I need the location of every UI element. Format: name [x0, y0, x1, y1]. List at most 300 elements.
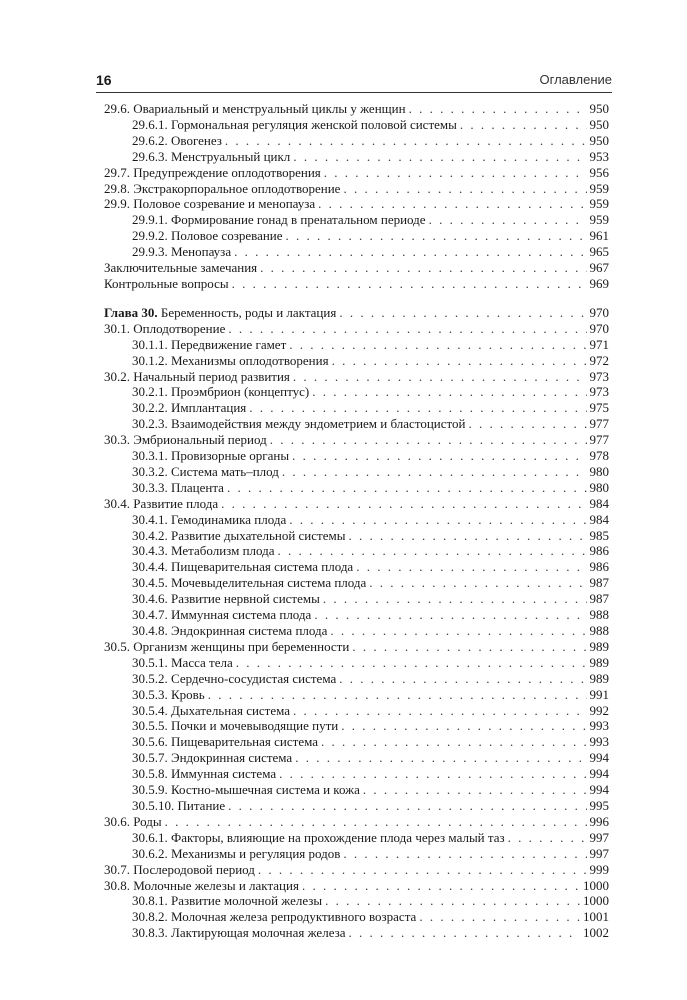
dot-leader	[332, 353, 587, 369]
toc-page-number: 959	[589, 212, 609, 228]
toc-entry-label	[132, 846, 340, 862]
toc-subsection-entry[interactable]	[104, 480, 609, 496]
toc-entry-label	[132, 575, 366, 591]
toc-entry-label	[104, 862, 255, 878]
dot-leader	[236, 655, 587, 671]
toc-entry-title: Формирование гонад в пренатальном периоде	[171, 212, 426, 228]
toc-entry-title: Проэмбрион (концептус)	[171, 384, 310, 400]
toc-entry-title: Пищеварительная система плода	[171, 559, 354, 575]
toc-subsection-entry[interactable]	[104, 512, 609, 528]
toc-subsection-entry[interactable]	[104, 782, 609, 798]
toc-page-number: 989	[589, 638, 609, 654]
dot-leader	[409, 101, 587, 117]
toc-subsection-entry[interactable]	[104, 607, 609, 623]
toc-entry-label	[104, 101, 406, 117]
toc-entry-title: Послеродовой период	[133, 861, 255, 877]
dot-leader	[293, 369, 587, 385]
toc-entry-title: Организм женщины при беременности	[133, 638, 350, 654]
toc-entry-title: Овариальный и менструальный циклы у женщин	[133, 101, 406, 116]
toc-entry-label	[104, 276, 229, 292]
toc-entry-number: 30.2.3.	[132, 416, 168, 432]
toc-entry-label	[104, 639, 349, 655]
toc-entry-title: Развитие нервной системы	[171, 591, 320, 607]
toc-page-number: 993	[589, 718, 609, 734]
dot-leader	[324, 165, 587, 181]
table-of-contents	[104, 101, 609, 941]
toc-entry-number: 30.8.2.	[132, 909, 168, 925]
toc-subsection-entry[interactable]	[104, 384, 609, 400]
toc-entry-number: Глава 30.	[104, 304, 158, 320]
toc-subsection-entry[interactable]	[104, 133, 609, 149]
toc-page-number: 1000	[583, 893, 609, 909]
toc-entry-label	[132, 400, 246, 416]
toc-entry-label	[132, 448, 289, 464]
toc-page-number: 977	[589, 416, 609, 432]
toc-subsection-entry[interactable]	[104, 750, 609, 766]
toc-page-number: 970	[589, 304, 609, 320]
toc-entry-title: Начальный период развития	[133, 368, 290, 384]
toc-page-number: 961	[589, 228, 609, 244]
toc-page-number: 978	[589, 448, 609, 464]
toc-entry-title: Развитие дыхательной системы	[171, 527, 346, 543]
toc-entry-title: Метаболизм плода	[171, 543, 275, 559]
dot-leader	[321, 734, 587, 750]
dot-leader	[258, 862, 587, 878]
toc-page-number: 953	[589, 148, 609, 164]
toc-page-number: 993	[589, 734, 609, 750]
dot-leader	[279, 766, 586, 782]
toc-page-number: 973	[589, 368, 609, 384]
toc-entry-label	[132, 734, 318, 750]
dot-leader	[228, 798, 586, 814]
toc-entry-label	[132, 543, 275, 559]
toc-subsection-entry[interactable]	[104, 149, 609, 165]
toc-section-entry[interactable]	[104, 165, 609, 181]
dot-leader	[221, 496, 586, 512]
toc-entry-label	[104, 814, 162, 830]
toc-page-number: 977	[589, 432, 609, 448]
toc-entry-number: 30.1.2.	[132, 352, 168, 368]
toc-page-number: 950	[589, 101, 609, 116]
toc-entry-title: Роды	[133, 813, 162, 829]
toc-entry-number: 30.1.	[104, 320, 130, 336]
toc-entry-number: 29.9.3.	[132, 244, 168, 260]
toc-section-entry[interactable]	[104, 196, 609, 212]
toc-entry-label	[132, 671, 336, 687]
toc-entry-number: 30.7.	[104, 861, 130, 877]
toc-entry-title: Сердечно-сосудистая система	[171, 670, 337, 686]
toc-subsection-entry[interactable]	[104, 671, 609, 687]
toc-entry-label	[132, 766, 276, 782]
toc-section-entry[interactable]	[104, 878, 609, 894]
toc-section-entry[interactable]	[104, 496, 609, 512]
toc-entry-label	[132, 117, 457, 133]
toc-page-number: 972	[589, 352, 609, 368]
toc-entry-number: 30.5.2.	[132, 670, 168, 686]
toc-entry-title: Мочевыделительная система плода	[171, 575, 367, 591]
toc-entry-label	[104, 196, 315, 212]
toc-entry-label	[132, 687, 205, 703]
toc-entry-title: Развитие плода	[133, 495, 219, 511]
dot-leader	[286, 228, 587, 244]
dot-leader	[318, 196, 586, 212]
toc-entry-title: Иммунная система плода	[171, 607, 312, 623]
toc-subsection-entry[interactable]	[104, 893, 609, 909]
toc-entry-number: 30.5.10.	[132, 797, 175, 813]
toc-page-number: 1001	[583, 909, 609, 925]
dot-leader	[369, 575, 586, 591]
toc-entry-number: 30.4.1.	[132, 511, 168, 527]
toc-entry-number: 30.5.6.	[132, 734, 168, 750]
toc-page-number: 985	[589, 527, 609, 543]
toc-entry-number: 30.5.7.	[132, 750, 168, 766]
toc-entry-label	[132, 607, 311, 623]
toc-entry-number: 30.4.2.	[132, 527, 168, 543]
toc-entry-title: Оплодотворение	[133, 320, 226, 336]
toc-page-number: 965	[589, 244, 609, 260]
toc-entry-number: 30.4.8.	[132, 623, 168, 638]
toc-entry-number: 30.3.3.	[132, 479, 168, 495]
toc-subsection-entry[interactable]	[104, 718, 609, 734]
toc-entry-label	[104, 369, 290, 385]
toc-entry-label	[132, 591, 320, 607]
toc-entry-title: Механизмы оплодотворения	[171, 352, 329, 368]
toc-page-number: 999	[589, 861, 609, 877]
dot-leader	[260, 260, 586, 276]
toc-subsection-entry[interactable]	[104, 528, 609, 544]
dot-leader	[302, 878, 580, 894]
toc-entry-label	[132, 718, 338, 734]
toc-subsection-entry[interactable]	[104, 464, 609, 480]
toc-page-number: 988	[589, 607, 609, 623]
toc-entry-number: 29.8.	[104, 180, 130, 196]
toc-entry-number: 30.3.2.	[132, 463, 168, 479]
toc-entry-number: 30.2.	[104, 368, 130, 384]
toc-page-number: 986	[589, 543, 609, 559]
toc-entry-number: 30.8.	[104, 877, 130, 893]
toc-page-number: 992	[589, 702, 609, 718]
toc-entry-title: Развитие молочной железы	[171, 893, 323, 909]
toc-subsection-entry[interactable]	[104, 925, 609, 941]
dot-leader	[293, 149, 586, 165]
toc-entry-label	[132, 830, 505, 846]
page-header	[96, 70, 612, 93]
toc-entry-label	[132, 228, 283, 244]
toc-section-entry[interactable]	[104, 321, 609, 337]
toc-entry-label	[132, 909, 416, 925]
toc-entry-label	[104, 321, 225, 337]
dot-leader	[289, 337, 586, 353]
toc-section-entry[interactable]	[104, 862, 609, 878]
toc-page-number: 997	[589, 845, 609, 861]
toc-page-number: 987	[589, 575, 609, 591]
toc-entry-title: Провизорные органы	[171, 448, 290, 464]
toc-subsection-entry[interactable]	[104, 117, 609, 133]
dot-leader	[295, 750, 586, 766]
toc-entry-title: Костно-мышечная система и кожа	[171, 782, 360, 798]
dot-leader	[339, 305, 586, 321]
toc-page-number: 994	[589, 750, 609, 766]
dot-leader	[356, 559, 586, 575]
toc-entry-label	[132, 244, 231, 260]
toc-page-number: 997	[589, 829, 609, 845]
toc-entry-title: Факторы, влияющие на прохождение плода через малый таз	[171, 829, 505, 845]
toc-entry-number: 30.3.1.	[132, 448, 168, 464]
toc-entry-title: Питание	[177, 797, 226, 813]
toc-entry-label	[132, 212, 426, 228]
toc-page-number: 980	[589, 479, 609, 495]
toc-page-number: 988	[589, 623, 609, 638]
toc-entry-label	[132, 528, 345, 544]
dot-leader	[419, 909, 580, 925]
dot-leader	[314, 607, 586, 623]
toc-subsection-entry[interactable]	[104, 575, 609, 591]
toc-section-entry[interactable]	[104, 814, 609, 830]
toc-subsection-entry[interactable]	[104, 353, 609, 369]
toc-entry-label	[132, 480, 224, 496]
toc-entry-title: Молочная железа репродуктивного возраста	[171, 909, 417, 925]
toc-entry-number: 29.9.2.	[132, 228, 168, 244]
toc-entry-number: 30.2.1.	[132, 384, 168, 400]
dot-leader	[348, 528, 586, 544]
toc-section-entry[interactable]	[104, 432, 609, 448]
toc-page-number: 984	[589, 495, 609, 511]
toc-entry-label	[132, 655, 233, 671]
toc-page-number: 975	[589, 400, 609, 416]
toc-entry-number: 30.5.8.	[132, 766, 168, 782]
toc-entry-number: 30.4.7.	[132, 607, 168, 623]
dot-leader	[349, 925, 580, 941]
toc-subsection-entry[interactable]	[104, 337, 609, 353]
toc-entry-title: Кровь	[171, 686, 205, 702]
dot-leader	[508, 830, 587, 846]
toc-page-number: 984	[589, 511, 609, 527]
toc-entry-label	[104, 260, 257, 276]
toc-entry-title: Дыхательная система	[171, 702, 291, 718]
toc-subsection-entry[interactable]	[104, 448, 609, 464]
toc-entry-title: Половое созревание и менопауза	[133, 196, 316, 212]
toc-entry-title: Передвижение гамет	[171, 336, 287, 352]
toc-page-number: 989	[589, 670, 609, 686]
toc-section-entry[interactable]	[104, 276, 609, 292]
toc-entry-title: Менопауза	[171, 244, 232, 260]
toc-subsection-entry[interactable]	[104, 416, 609, 432]
toc-page-number: 969	[589, 275, 609, 291]
toc-entry-title: Плацента	[171, 479, 224, 495]
toc-entry-label	[104, 878, 299, 894]
toc-entry-title: Эндокринная система	[171, 750, 293, 766]
toc-entry-label	[132, 464, 279, 480]
toc-page-number: 971	[589, 336, 609, 352]
toc-entry-number: 30.6.1.	[132, 829, 168, 845]
toc-entry-label	[132, 416, 465, 432]
dot-leader	[165, 814, 587, 830]
toc-page-number: 959	[589, 196, 609, 212]
toc-section-entry[interactable]	[104, 260, 609, 276]
toc-entry-number: 30.6.2.	[132, 845, 168, 861]
toc-entry-number: 30.8.1.	[132, 893, 168, 909]
dot-leader	[292, 448, 586, 464]
toc-entry-number: 30.2.2.	[132, 400, 168, 416]
dot-leader	[234, 244, 586, 260]
dot-leader	[270, 432, 587, 448]
dot-leader	[343, 846, 586, 862]
toc-entry-number: 30.8.3.	[132, 925, 168, 941]
toc-page-number: 1002	[583, 925, 609, 941]
toc-page-number: 970	[589, 320, 609, 336]
toc-subsection-entry[interactable]	[104, 703, 609, 719]
toc-entry-title: Менструальный цикл	[171, 148, 291, 164]
toc-entry-label	[132, 925, 346, 941]
toc-entry-title: Система мать–плод	[171, 463, 279, 479]
toc-entry-label	[104, 181, 340, 197]
toc-entry-number: 30.5.9.	[132, 782, 168, 798]
toc-entry-title: Гормональная регуляция женской половой системы	[171, 116, 457, 132]
toc-page-number: 995	[589, 797, 609, 813]
toc-entry-number: 30.5.5.	[132, 718, 168, 734]
toc-entry-title: Эндокринная система плода	[171, 623, 328, 638]
toc-entry-title: Иммунная система	[171, 766, 277, 782]
dot-leader	[460, 117, 587, 133]
toc-entry-number: 30.4.5.	[132, 575, 168, 591]
toc-subsection-entry[interactable]	[104, 623, 609, 639]
toc-entry-label	[132, 559, 353, 575]
toc-entry-label	[104, 496, 218, 512]
dot-leader	[225, 133, 587, 149]
toc-entry-label	[132, 133, 222, 149]
toc-entry-title: Контрольные вопросы	[104, 275, 229, 291]
toc-entry-label	[132, 512, 286, 528]
running-title: Оглавление	[539, 72, 612, 87]
toc-page-number: 956	[589, 164, 609, 180]
toc-entry-label	[132, 149, 290, 165]
toc-entry-number: 29.9.1.	[132, 212, 168, 228]
toc-entry-number: 30.6.	[104, 813, 130, 829]
toc-entry-label	[132, 893, 322, 909]
toc-entry-title: Лактирующая молочная железа	[171, 925, 346, 941]
dot-leader	[293, 703, 586, 719]
toc-entry-number: 30.4.	[104, 495, 130, 511]
toc-page-number: 1000	[583, 877, 609, 893]
toc-page-number: 950	[589, 132, 609, 148]
dot-leader	[325, 893, 580, 909]
toc-subsection-entry[interactable]	[104, 734, 609, 750]
toc-entry-label	[132, 798, 225, 814]
toc-entry-label	[132, 750, 292, 766]
toc-page-number: 991	[589, 686, 609, 702]
dot-leader	[249, 400, 586, 416]
toc-page-number: 959	[589, 180, 609, 196]
toc-entry-title: Масса тела	[171, 654, 233, 670]
toc-page-number: 994	[589, 782, 609, 798]
toc-subsection-entry[interactable]	[104, 212, 609, 228]
dot-leader	[330, 623, 586, 639]
toc-entry-title: Половое созревание	[171, 228, 283, 244]
dot-leader	[312, 384, 586, 400]
dot-leader	[468, 416, 586, 432]
toc-subsection-entry[interactable]	[104, 228, 609, 244]
toc-entry-number: 30.3.	[104, 432, 130, 448]
toc-entry-number: 29.9.	[104, 196, 130, 212]
page-number: 16	[96, 72, 112, 88]
toc-section-entry[interactable]	[104, 639, 609, 655]
toc-subsection-entry[interactable]	[104, 400, 609, 416]
toc-page-number: 980	[589, 463, 609, 479]
toc-subsection-entry[interactable]	[104, 909, 609, 925]
dot-leader	[343, 181, 586, 197]
toc-subsection-entry[interactable]	[104, 687, 609, 703]
toc-entry-title: Имплантация	[171, 400, 247, 416]
toc-entry-label	[132, 353, 329, 369]
dot-leader	[232, 276, 587, 292]
toc-section-entry[interactable]	[104, 181, 609, 197]
dot-leader	[228, 321, 586, 337]
toc-subsection-entry[interactable]	[104, 559, 609, 575]
toc-subsection-entry[interactable]	[104, 591, 609, 607]
toc-entry-number: 29.6.2.	[132, 132, 168, 148]
toc-page-number: 950	[589, 116, 609, 132]
toc-entry-number: 29.6.	[104, 101, 130, 116]
toc-entry-label	[132, 703, 290, 719]
dot-leader	[339, 671, 586, 687]
toc-entry-number: 30.5.1.	[132, 654, 168, 670]
dot-leader	[363, 782, 587, 798]
toc-chapter-entry[interactable]	[104, 305, 609, 321]
toc-entry-number: 29.6.3.	[132, 148, 168, 164]
toc-page-number: 987	[589, 591, 609, 607]
toc-page-number: 986	[589, 559, 609, 575]
toc-subsection-entry[interactable]	[104, 244, 609, 260]
toc-entry-title: Заключительные замечания	[104, 260, 258, 276]
toc-subsection-entry[interactable]	[104, 655, 609, 671]
toc-entry-number: 30.5.	[104, 638, 130, 654]
dot-leader	[352, 639, 586, 655]
toc-entry-number: 30.5.3.	[132, 686, 168, 702]
dot-leader	[278, 543, 587, 559]
dot-leader	[227, 480, 587, 496]
toc-entry-number: 29.6.1.	[132, 116, 168, 132]
toc-page-number: 996	[589, 813, 609, 829]
toc-subsection-entry[interactable]	[104, 766, 609, 782]
toc-section-entry[interactable]	[104, 101, 609, 117]
toc-entry-title: Эмбриональный период	[133, 432, 267, 448]
dot-leader	[282, 464, 587, 480]
dot-leader	[289, 512, 586, 528]
toc-page-number: 994	[589, 766, 609, 782]
dot-leader	[208, 687, 587, 703]
toc-section-entry[interactable]	[104, 369, 609, 385]
toc-page-number: 989	[589, 654, 609, 670]
dot-leader	[323, 591, 587, 607]
dot-leader	[341, 718, 586, 734]
toc-page-number: 967	[589, 260, 609, 276]
toc-entry-title: Экстракорпоральное оплодотворение	[133, 180, 341, 196]
toc-entry-title: Беременность, роды и лактация	[160, 304, 337, 320]
dot-leader	[429, 212, 587, 228]
toc-subsection-entry[interactable]	[104, 798, 609, 814]
toc-subsection-entry[interactable]	[104, 846, 609, 862]
toc-entry-label	[132, 337, 286, 353]
toc-entry-title: Молочные железы и лактация	[133, 877, 299, 893]
toc-entry-label	[132, 384, 309, 400]
toc-entry-title: Овогенез	[171, 132, 222, 148]
toc-subsection-entry[interactable]	[104, 543, 609, 559]
toc-subsection-entry[interactable]	[104, 830, 609, 846]
toc-entry-title: Предупреждение оплодотворения	[133, 164, 321, 180]
toc-entry-title: Механизмы и регуляция родов	[171, 845, 341, 861]
toc-entry-number: 30.4.6.	[132, 591, 168, 607]
toc-entry-number: 29.7.	[104, 164, 130, 180]
